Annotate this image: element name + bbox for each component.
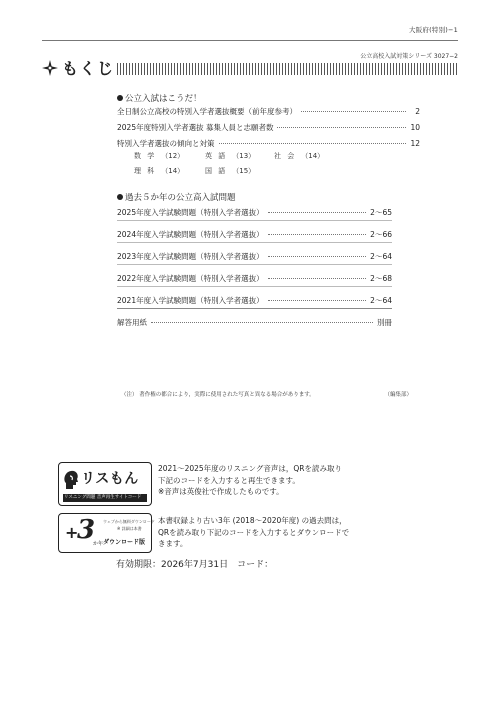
section-heading-text: 公立入試はこうだ！ bbox=[125, 94, 202, 104]
toc-row bbox=[117, 122, 420, 133]
download-logo-caption: ウェブから無料ダウンロード bbox=[103, 519, 155, 524]
listening-logo-text: リスもん bbox=[81, 471, 139, 487]
exam-label: 2024年度入学試験問題（特別入学者選抜） bbox=[117, 230, 264, 239]
leader-dots bbox=[268, 234, 367, 235]
listening-description bbox=[158, 463, 342, 498]
toc-label: 特別入学者選抜の傾向と対策 bbox=[117, 139, 215, 148]
toc-page: 12 bbox=[410, 139, 420, 148]
bullet-dot bbox=[117, 194, 123, 200]
compass-star-icon bbox=[42, 60, 58, 76]
subject-math: 数 学 （12） bbox=[134, 152, 185, 160]
info-line: QRを読み取り下記のコードを入力するとダウンロードで bbox=[158, 527, 350, 537]
toc-row bbox=[117, 138, 420, 149]
page-title: もくじ bbox=[62, 59, 115, 78]
exam-label: 2021年度入学試験問題（特別入学者選抜） bbox=[117, 296, 264, 305]
leader-dots bbox=[151, 322, 373, 323]
row-divider bbox=[117, 286, 392, 287]
section-heading-past-exams bbox=[117, 191, 236, 203]
leader-dots bbox=[301, 111, 406, 112]
expiry-code-line: 有効期限：2026年7月31日 コード： bbox=[116, 560, 274, 570]
exam-row bbox=[117, 229, 392, 240]
download-logo-caption: ※ 詳細は本書 bbox=[117, 526, 142, 531]
header-divider bbox=[42, 40, 458, 41]
toc-page: 10 bbox=[410, 123, 420, 132]
leader-dots bbox=[268, 278, 367, 279]
row-divider bbox=[117, 308, 392, 309]
exam-row bbox=[117, 295, 392, 306]
exam-row bbox=[117, 273, 392, 284]
title-row bbox=[42, 56, 115, 79]
toc-page: 2 bbox=[415, 107, 420, 116]
head-listening-icon bbox=[63, 469, 79, 491]
download-logo-main: ダウンロード版 bbox=[103, 539, 146, 546]
info-line: 本書収録より古い3年 (2018〜2020年度) の過去問は， bbox=[158, 516, 347, 525]
subject-japanese: 国 語 （15） bbox=[205, 167, 256, 175]
answer-sheet-page: 別冊 bbox=[377, 318, 392, 327]
series-label: 公立高校入試対策シリーズ 3027−2 bbox=[360, 53, 458, 60]
exam-page: 2〜64 bbox=[370, 252, 392, 261]
row-divider bbox=[117, 220, 392, 221]
exam-page: 2〜68 bbox=[370, 274, 392, 283]
download-logo bbox=[58, 513, 155, 553]
leader-dots bbox=[268, 212, 367, 213]
exam-page: 2〜65 bbox=[370, 208, 392, 217]
listening-logo bbox=[58, 462, 152, 506]
info-line: 下記のコードを入力すると再生できます。 bbox=[158, 475, 300, 485]
copyright-note: （注） 著作権の都合により，実際に使用された写真と異なる場合があります。 bbox=[121, 392, 315, 398]
leader-dots bbox=[219, 143, 407, 144]
subject-english: 英 語 （13） bbox=[205, 152, 256, 160]
prefecture-label: 大阪府(特別)−1 bbox=[409, 26, 458, 34]
section-heading-entrance bbox=[117, 92, 202, 104]
editorial-label: （編集部） bbox=[384, 392, 412, 398]
toc-label: 2025年度特別入学者選抜 募集人員と志願者数 bbox=[117, 123, 274, 132]
answer-sheet-label: 解答用紙 bbox=[117, 318, 147, 327]
exam-row bbox=[117, 207, 392, 218]
toc-label: 全日制公立高校の特別入学者選抜概要（前年度参考） bbox=[117, 107, 297, 116]
bullet-dot bbox=[117, 95, 123, 101]
subject-science: 理 科 （14） bbox=[134, 167, 185, 175]
download-logo-number: 3 bbox=[77, 515, 96, 545]
listening-logo-sub: リスニング問題 音声再生サイトコード bbox=[64, 495, 142, 500]
section-heading-text: 過去５か年の公立高入試問題 bbox=[125, 193, 236, 203]
info-line: きます。 bbox=[158, 539, 188, 548]
leader-dots bbox=[268, 300, 367, 301]
subject-social: 社 会 （14） bbox=[274, 152, 325, 160]
exam-label: 2022年度入学試験問題（特別入学者選抜） bbox=[117, 274, 264, 283]
info-line: 2021〜2025年度のリスニング音声は，QRを読み取り bbox=[158, 464, 342, 473]
toc-row bbox=[117, 106, 420, 117]
answer-sheet-row bbox=[117, 317, 392, 328]
exam-label: 2023年度入学試験問題（特別入学者選抜） bbox=[117, 252, 264, 261]
leader-dots bbox=[277, 127, 406, 128]
leader-dots bbox=[268, 256, 367, 257]
row-divider bbox=[117, 264, 392, 265]
exam-label: 2025年度入学試験問題（特別入学者選抜） bbox=[117, 208, 264, 217]
download-logo-plus: + bbox=[65, 523, 79, 542]
download-description bbox=[158, 515, 349, 550]
exam-page: 2〜64 bbox=[370, 296, 392, 305]
download-logo-unit: か年 bbox=[93, 541, 104, 547]
exam-row bbox=[117, 251, 392, 262]
exam-page: 2〜66 bbox=[370, 230, 392, 239]
row-divider bbox=[117, 242, 392, 243]
title-decoration-bars bbox=[117, 63, 458, 75]
info-line: ※音声は英俊社で作成したものです。 bbox=[158, 487, 284, 496]
